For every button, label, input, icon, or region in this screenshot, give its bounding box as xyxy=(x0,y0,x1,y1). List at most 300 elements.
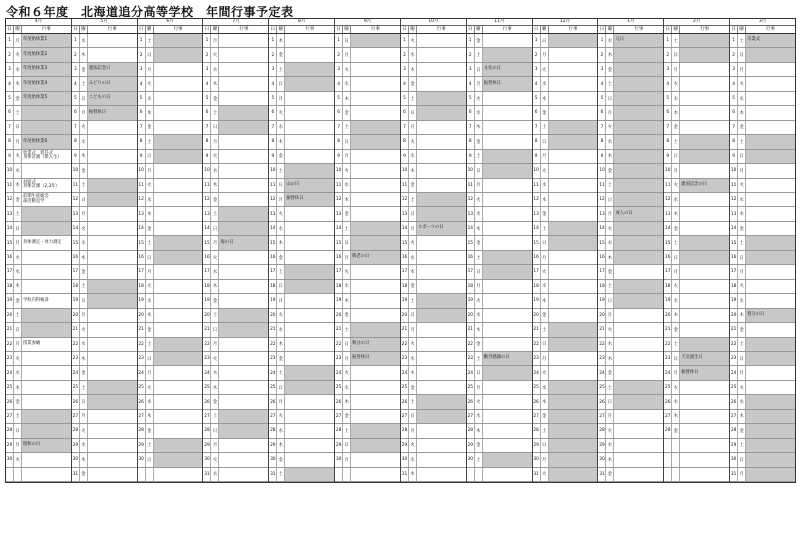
month-note xyxy=(466,483,532,523)
day-row xyxy=(269,179,334,193)
weekday: 月 xyxy=(14,236,22,249)
day-number: 21 xyxy=(72,323,80,336)
event-text xyxy=(549,410,598,423)
event-text xyxy=(22,251,71,264)
event-text xyxy=(680,410,729,423)
day-row xyxy=(730,280,795,294)
event-text xyxy=(22,424,71,437)
event-text xyxy=(154,164,203,177)
event-text xyxy=(285,63,334,76)
event-text xyxy=(549,352,598,365)
day-number: 24 xyxy=(467,366,475,379)
day-row xyxy=(72,135,137,149)
day-number: 20 xyxy=(6,309,14,322)
day-number: 21 xyxy=(203,323,211,336)
day-number: 16 xyxy=(6,251,14,264)
weekday: 火 xyxy=(606,121,614,134)
weekday: 土 xyxy=(14,410,22,423)
weekday: 金 xyxy=(409,179,417,192)
event-text xyxy=(219,323,268,336)
day-row xyxy=(401,34,466,48)
weekday: 木 xyxy=(409,366,417,379)
weekday: 木 xyxy=(738,207,746,220)
event-text xyxy=(549,179,598,192)
event-text xyxy=(746,294,795,307)
weekday: 日 xyxy=(541,439,549,452)
weekday: 月 xyxy=(672,265,680,278)
weekday: 火 xyxy=(277,309,285,322)
weekday: 水 xyxy=(672,395,680,408)
day-row xyxy=(467,222,532,236)
day-number: 20 xyxy=(533,309,541,322)
day-row xyxy=(533,48,598,62)
day-number: 8 xyxy=(664,135,672,148)
weekday: 日 xyxy=(211,323,219,336)
day-row xyxy=(6,338,71,352)
day-row xyxy=(335,179,400,193)
day-number: 1 xyxy=(467,34,475,47)
weekday: 月 xyxy=(14,34,22,47)
day-row xyxy=(730,395,795,409)
weekday: 日 xyxy=(409,410,417,423)
event-text xyxy=(549,48,598,61)
day-row xyxy=(730,309,795,323)
day-number: 8 xyxy=(467,135,475,148)
day-number: 26 xyxy=(533,395,541,408)
day-number: 29 xyxy=(138,439,146,452)
event-text xyxy=(22,395,71,408)
day-number: 26 xyxy=(664,395,672,408)
event-text xyxy=(417,468,466,481)
day-number: 1 xyxy=(6,34,14,47)
header-event: 行事 xyxy=(766,26,776,32)
day-row xyxy=(138,34,203,48)
weekday: 木 xyxy=(80,352,88,365)
day-row xyxy=(730,77,795,91)
day-row xyxy=(598,77,663,91)
day-row xyxy=(467,179,532,193)
day-number: 11 xyxy=(533,179,541,192)
day-row xyxy=(203,207,268,221)
event-text xyxy=(614,439,663,452)
event-text xyxy=(417,338,466,351)
event-text xyxy=(154,323,203,336)
event-text xyxy=(549,309,598,322)
day-row xyxy=(598,193,663,207)
day-number: 20 xyxy=(138,309,146,322)
day-number: 21 xyxy=(730,323,738,336)
day-number: 7 xyxy=(664,121,672,134)
weekday: 土 xyxy=(409,395,417,408)
day-number: 9 xyxy=(6,150,14,163)
weekday: 月 xyxy=(80,106,88,119)
column-header xyxy=(401,26,466,34)
day-row xyxy=(401,48,466,62)
event-text xyxy=(746,77,795,90)
weekday: 水 xyxy=(80,236,88,249)
event-text xyxy=(483,468,532,481)
day-number: 14 xyxy=(6,222,14,235)
event-text xyxy=(219,135,268,148)
day-row xyxy=(467,34,532,48)
day-number: 6 xyxy=(269,106,277,119)
weekday: 火 xyxy=(343,63,351,76)
day-row xyxy=(598,439,663,453)
header-day: 日 xyxy=(598,26,606,33)
day-number: 25 xyxy=(730,381,738,394)
weekday: 金 xyxy=(277,453,285,466)
day-number: 7 xyxy=(730,121,738,134)
day-number: 11 xyxy=(269,179,277,192)
event-text xyxy=(219,92,268,105)
column-header xyxy=(467,26,532,34)
weekday: 木 xyxy=(541,193,549,206)
weekday: 日 xyxy=(606,193,614,206)
day-row xyxy=(664,251,729,265)
day-row xyxy=(269,193,334,207)
weekday: 水 xyxy=(14,265,22,278)
day-number: 4 xyxy=(730,77,738,90)
event-text xyxy=(614,280,663,293)
day-number: 30 xyxy=(730,453,738,466)
weekday: 水 xyxy=(541,77,549,90)
weekday: 木 xyxy=(277,236,285,249)
event-text xyxy=(22,265,71,278)
event-text xyxy=(417,323,466,336)
day-row xyxy=(6,468,71,482)
weekday: 金 xyxy=(672,323,680,336)
day-number: 17 xyxy=(467,265,475,278)
weekday: 火 xyxy=(409,34,417,47)
day-row xyxy=(6,193,71,207)
day-number: 25 xyxy=(6,381,14,394)
event-text xyxy=(746,265,795,278)
day-row xyxy=(6,424,71,438)
day-number: 3 xyxy=(533,63,541,76)
day-number: 22 xyxy=(598,338,606,351)
event-text xyxy=(351,77,400,90)
weekday: 日 xyxy=(475,164,483,177)
day-number: 14 xyxy=(401,222,409,235)
day-number: 27 xyxy=(533,410,541,423)
event-text xyxy=(417,309,466,322)
day-row xyxy=(72,150,137,164)
day-number: 29 xyxy=(335,439,343,452)
day-row xyxy=(401,265,466,279)
event-text xyxy=(219,164,268,177)
header-day: 日 xyxy=(269,26,277,33)
month-note xyxy=(532,483,598,523)
event-text xyxy=(680,381,729,394)
weekday: 日 xyxy=(146,150,154,163)
event-text xyxy=(746,92,795,105)
day-number: 18 xyxy=(203,280,211,293)
day-number: 12 xyxy=(72,193,80,206)
event-text xyxy=(88,121,137,134)
day-number: 23 xyxy=(335,352,343,365)
day-row xyxy=(467,193,532,207)
day-number: 25 xyxy=(533,381,541,394)
event-text xyxy=(351,150,400,163)
weekday: 月 xyxy=(606,207,614,220)
day-row xyxy=(269,92,334,106)
day-row xyxy=(664,121,729,135)
day-row xyxy=(335,48,400,62)
event-text xyxy=(285,207,334,220)
weekday: 月 xyxy=(80,309,88,322)
day-row xyxy=(335,236,400,250)
event-text xyxy=(22,410,71,423)
event-text xyxy=(154,150,203,163)
day-row xyxy=(730,106,795,120)
day-number: 11 xyxy=(6,179,14,192)
day-number: 18 xyxy=(730,280,738,293)
event-text xyxy=(219,338,268,351)
day-number: 27 xyxy=(335,410,343,423)
day-row xyxy=(138,381,203,395)
day-number: 11 xyxy=(664,179,672,192)
day-number xyxy=(664,439,672,452)
day-row xyxy=(467,150,532,164)
weekday: 月 xyxy=(343,453,351,466)
day-number: 23 xyxy=(203,352,211,365)
day-number: 8 xyxy=(138,135,146,148)
day-row xyxy=(401,410,466,424)
day-row xyxy=(730,468,795,482)
day-number: 15 xyxy=(269,236,277,249)
event-text xyxy=(746,121,795,134)
day-number: 8 xyxy=(203,135,211,148)
event-text xyxy=(285,439,334,452)
month-column xyxy=(335,19,401,482)
weekday: 火 xyxy=(475,92,483,105)
day-number: 5 xyxy=(335,92,343,105)
day-number: 3 xyxy=(664,63,672,76)
day-row xyxy=(730,121,795,135)
event-text xyxy=(351,265,400,278)
day-number: 31 xyxy=(401,468,409,481)
day-number: 9 xyxy=(533,150,541,163)
event-text xyxy=(483,106,532,119)
day-row xyxy=(72,323,137,337)
day-number: 14 xyxy=(730,222,738,235)
day-number: 11 xyxy=(138,179,146,192)
event-text xyxy=(88,352,137,365)
weekday: 土 xyxy=(80,77,88,90)
event-text xyxy=(483,395,532,408)
day-row xyxy=(269,424,334,438)
day-number: 8 xyxy=(72,135,80,148)
weekday: 土 xyxy=(211,207,219,220)
event-text xyxy=(549,468,598,481)
weekday: 日 xyxy=(738,251,746,264)
event-text xyxy=(680,309,729,322)
day-row xyxy=(598,92,663,106)
day-number: 22 xyxy=(467,338,475,351)
month-note xyxy=(203,483,269,523)
event-text xyxy=(483,92,532,105)
day-row xyxy=(533,453,598,467)
event-text xyxy=(219,193,268,206)
day-row xyxy=(730,366,795,380)
day-number: 7 xyxy=(533,121,541,134)
day-row xyxy=(203,395,268,409)
day-number: 12 xyxy=(335,193,343,206)
event-text xyxy=(417,410,466,423)
day-row xyxy=(467,439,532,453)
day-row xyxy=(203,164,268,178)
day-row xyxy=(730,424,795,438)
day-row xyxy=(664,280,729,294)
day-number: 12 xyxy=(203,193,211,206)
day-number: 21 xyxy=(533,323,541,336)
event-text xyxy=(746,424,795,437)
event-text xyxy=(549,121,598,134)
weekday: 木 xyxy=(343,193,351,206)
day-row xyxy=(72,453,137,467)
event-text xyxy=(154,222,203,235)
day-number: 2 xyxy=(401,48,409,61)
day-row xyxy=(664,366,729,380)
header-weekday: 曜 xyxy=(80,26,88,33)
day-row xyxy=(401,323,466,337)
month-name: 10月 xyxy=(401,19,466,26)
day-number: 20 xyxy=(730,309,738,322)
day-row xyxy=(467,164,532,178)
day-row xyxy=(401,251,466,265)
event-text xyxy=(417,207,466,220)
event-text: スポーツの日 xyxy=(417,222,466,235)
day-number: 30 xyxy=(269,453,277,466)
weekday: 金 xyxy=(672,424,680,437)
event-text xyxy=(483,381,532,394)
event-text xyxy=(351,63,400,76)
weekday: 金 xyxy=(146,222,154,235)
event-text xyxy=(88,251,137,264)
event-text: 年度始休業6 xyxy=(22,135,71,148)
day-row xyxy=(664,309,729,323)
event-text: 成人の日 xyxy=(614,207,663,220)
day-row xyxy=(467,63,532,77)
weekday: 土 xyxy=(475,453,483,466)
day-row xyxy=(72,280,137,294)
day-number: 11 xyxy=(730,179,738,192)
day-number: 16 xyxy=(203,251,211,264)
day-row xyxy=(401,439,466,453)
event-text xyxy=(417,92,466,105)
event-text xyxy=(351,106,400,119)
day-number xyxy=(138,468,146,481)
day-number: 16 xyxy=(467,251,475,264)
day-number: 27 xyxy=(467,410,475,423)
day-row xyxy=(664,92,729,106)
day-number: 13 xyxy=(72,207,80,220)
weekday: 土 xyxy=(277,468,285,481)
day-row xyxy=(730,150,795,164)
event-text xyxy=(680,135,729,148)
event-text xyxy=(746,150,795,163)
weekday: 金 xyxy=(14,395,22,408)
day-row xyxy=(203,63,268,77)
day-row xyxy=(533,439,598,453)
weekday: 木 xyxy=(409,265,417,278)
weekday: 金 xyxy=(277,48,285,61)
event-text xyxy=(417,294,466,307)
day-number: 3 xyxy=(72,63,80,76)
day-row xyxy=(335,439,400,453)
day-row xyxy=(6,251,71,265)
weekday: 火 xyxy=(475,193,483,206)
day-number: 7 xyxy=(6,121,14,134)
day-number: 9 xyxy=(72,150,80,163)
day-row xyxy=(335,366,400,380)
day-row xyxy=(72,424,137,438)
event-text xyxy=(351,193,400,206)
day-row xyxy=(467,468,532,482)
day-number: 15 xyxy=(203,236,211,249)
day-number: 31 xyxy=(203,468,211,481)
event-text xyxy=(417,77,466,90)
day-number: 26 xyxy=(72,395,80,408)
weekday: 月 xyxy=(672,366,680,379)
day-row xyxy=(335,193,400,207)
day-number: 12 xyxy=(138,193,146,206)
day-number: 10 xyxy=(598,164,606,177)
day-row xyxy=(203,236,268,250)
weekday: 日 xyxy=(80,92,88,105)
weekday: 水 xyxy=(606,439,614,452)
event-text xyxy=(22,381,71,394)
weekday: 火 xyxy=(541,265,549,278)
weekday: 火 xyxy=(409,135,417,148)
weekday: 月 xyxy=(475,381,483,394)
day-row xyxy=(203,366,268,380)
weekday: 木 xyxy=(672,106,680,119)
day-number: 18 xyxy=(6,280,14,293)
day-row xyxy=(467,366,532,380)
event-text xyxy=(154,265,203,278)
day-number: 6 xyxy=(664,106,672,119)
header-day: 日 xyxy=(467,26,475,33)
weekday: 火 xyxy=(541,63,549,76)
day-row xyxy=(730,323,795,337)
event-text xyxy=(680,34,729,47)
day-number: 15 xyxy=(6,236,14,249)
day-row xyxy=(401,179,466,193)
weekday: 火 xyxy=(475,294,483,307)
day-number: 28 xyxy=(203,424,211,437)
day-row xyxy=(72,179,137,193)
weekday: 水 xyxy=(475,410,483,423)
day-number: 28 xyxy=(533,424,541,437)
day-row xyxy=(72,439,137,453)
day-number: 29 xyxy=(533,439,541,452)
month-column xyxy=(730,19,795,482)
weekday: 水 xyxy=(672,294,680,307)
day-number: 10 xyxy=(533,164,541,177)
day-number: 13 xyxy=(203,207,211,220)
day-number: 15 xyxy=(664,236,672,249)
weekday: 日 xyxy=(672,48,680,61)
event-text xyxy=(614,395,663,408)
day-number: 18 xyxy=(533,280,541,293)
day-row xyxy=(335,34,400,48)
day-number: 31 xyxy=(533,468,541,481)
weekday: 火 xyxy=(277,106,285,119)
day-number: 10 xyxy=(269,164,277,177)
day-number: 26 xyxy=(6,395,14,408)
day-number: 21 xyxy=(598,323,606,336)
